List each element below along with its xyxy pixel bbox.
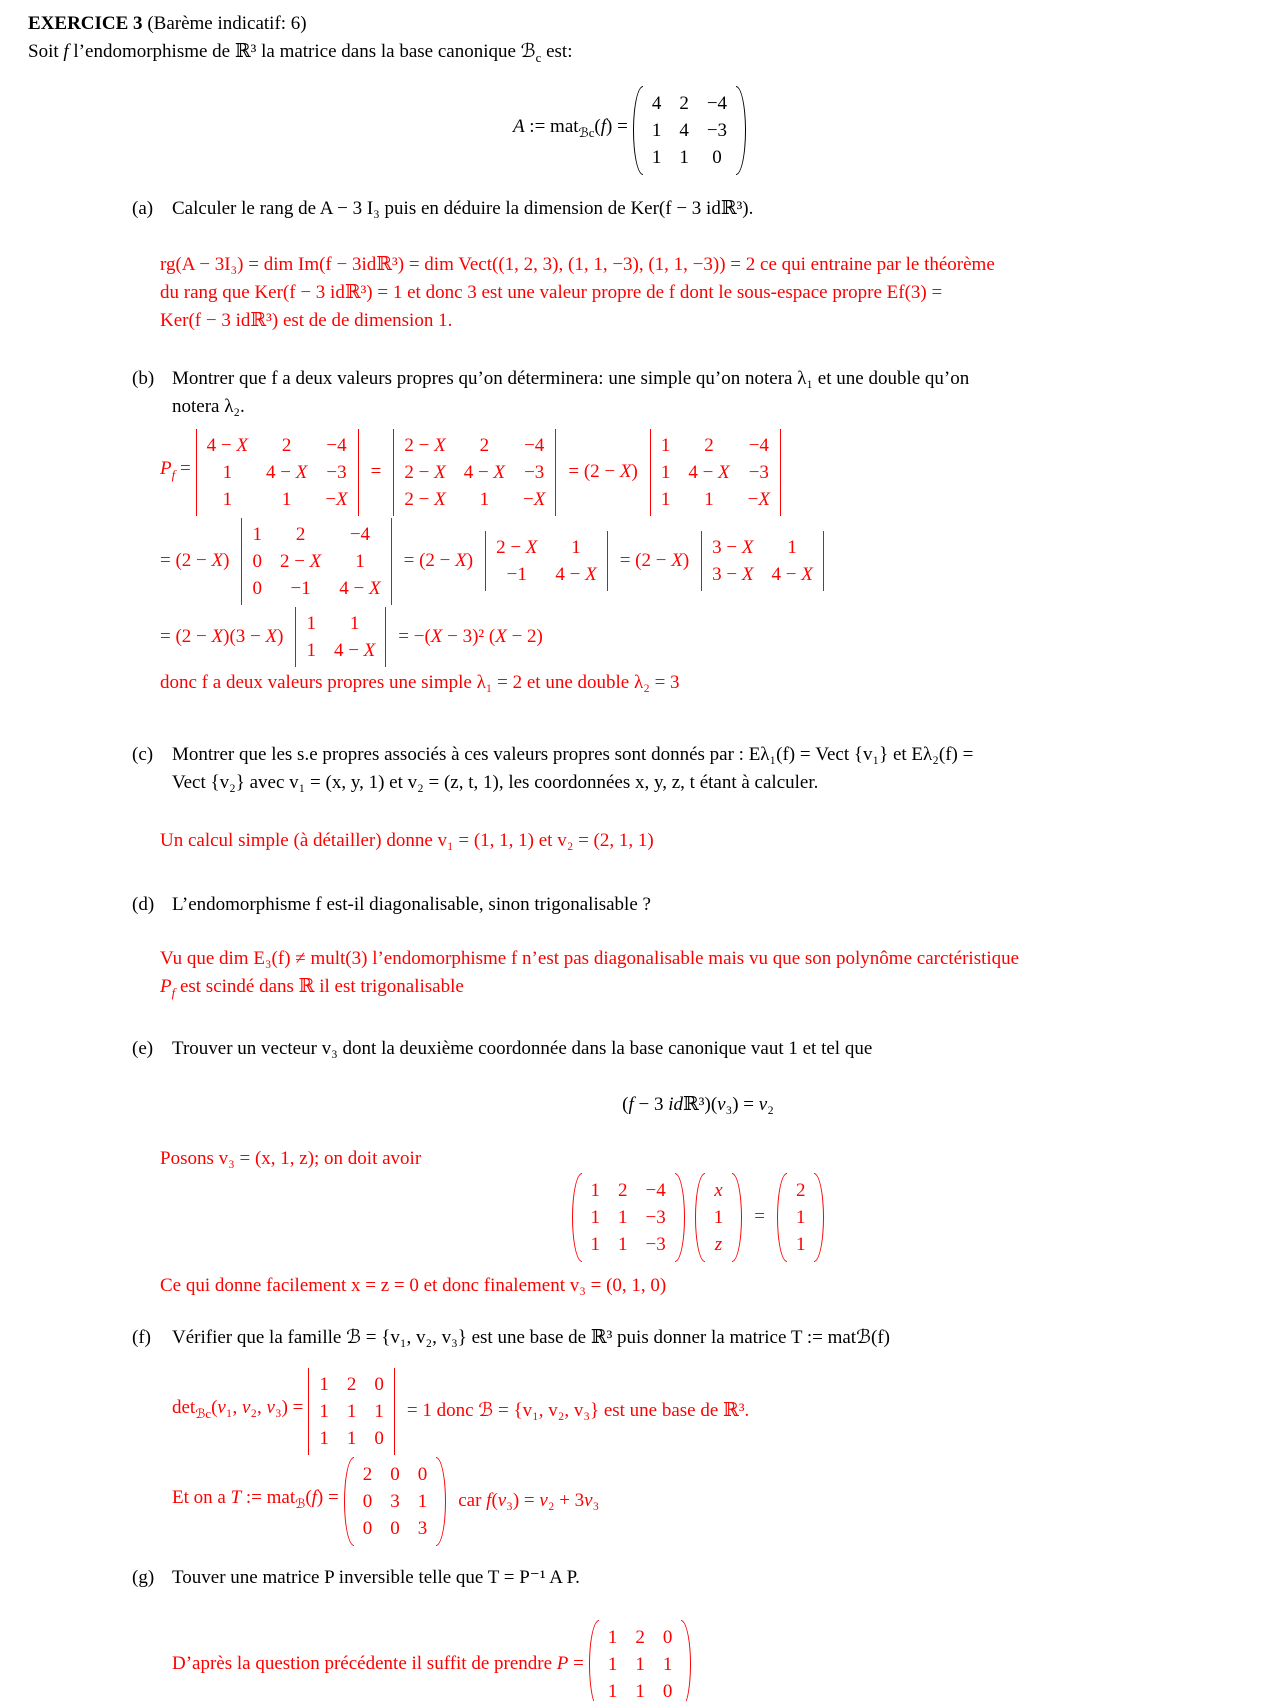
matrix-cell: 2 <box>295 523 306 545</box>
matrix-cell: 1 <box>346 1400 357 1422</box>
matrix-cell: 4 − X <box>333 639 376 661</box>
vector-e-rhs <box>777 1173 825 1262</box>
answer-a-line-1: rg(A − 3I₃) = dim Im(f − 3idℝ³) = dim Vect((1, 2, 3), (1, 1, −3), (1, 1, −3)) = 2 ce qui entraine par le théorème <box>160 253 995 275</box>
T-reason <box>458 1487 599 1515</box>
matrix-cell: 0 <box>374 1373 384 1395</box>
paren-left <box>572 1173 582 1262</box>
item-f <box>132 1324 1264 1352</box>
item-d-question <box>172 891 1264 919</box>
matrix-cell: 4 − X <box>266 461 308 483</box>
item-g-question <box>172 1564 1264 1592</box>
item-e <box>132 1035 1264 1063</box>
factor-op-3: = (2 − X) <box>403 550 474 572</box>
determinant-5 <box>485 531 608 591</box>
matrix-P-grid <box>599 1620 682 1701</box>
paren-right <box>732 1173 742 1262</box>
item-a-question-line: Calculer le rang de A − 3 I₃ puis en déduire la dimension de Ker(f − 3 idℝ³). <box>172 197 754 219</box>
matrix-cell: 4 <box>679 119 689 141</box>
item-c-question-line-1: Montrer que les s.e propres associés à ces valeurs propres sont donnés par : Eλ₁(f) = Vect {v₁} et Eλ₂(f) = <box>172 743 974 765</box>
charpoly-result: = −(X − 3)² (X − 2) <box>398 625 543 647</box>
intro-basis-symbol: ℬ <box>520 41 536 62</box>
matrix-cell: 1 <box>222 461 233 483</box>
matrix-cell: 3 − X <box>712 537 754 559</box>
matrix-cell: 0 <box>390 1517 400 1539</box>
item-d-label: (d) <box>132 893 155 915</box>
matrix-cell: 3 − X <box>712 564 754 586</box>
item-f-question <box>172 1324 1264 1352</box>
matrix-cell: 1 <box>374 1400 384 1422</box>
determinant-6 <box>701 531 824 591</box>
matrix-cell: 0 <box>712 146 722 168</box>
matrix-cell: −4 <box>326 434 347 456</box>
matrix-cell: 3 <box>417 1517 428 1539</box>
answer-c <box>160 827 1264 855</box>
matrix-cell: −4 <box>349 523 371 545</box>
matrix-cell: 2 <box>479 434 490 456</box>
matrix-cell: 1 <box>349 612 360 634</box>
matrix-cell: 1 <box>618 1233 628 1255</box>
intro-basis-sub: c <box>535 49 542 65</box>
exercise-title-line <box>28 10 1264 38</box>
T-reason-math: f(v₃) = v₂ + 3v₃ <box>486 1490 600 1512</box>
matrix-cell: −3 <box>748 461 769 483</box>
charpoly-line-1 <box>160 429 1264 516</box>
paren-right <box>436 1457 446 1546</box>
matrix-cell: 0 <box>417 1463 428 1485</box>
answer-a-line-2: du rang que Ker(f − 3 idℝ³) = 1 et donc 3 est une valeur propre de f dont le sous-espace propre Ef(3) = <box>160 281 943 303</box>
matrix-cell: 2 <box>281 434 292 456</box>
determinant-f <box>308 1368 395 1455</box>
matrix-cell: 1 <box>704 488 714 510</box>
intro-post: est: <box>541 41 573 62</box>
matrix-cell: 3 <box>390 1490 400 1512</box>
item-e-display-equation <box>162 1091 1234 1119</box>
T-var: T <box>230 1487 242 1509</box>
matrix-cell: 1 <box>660 488 671 510</box>
matrix-cell: 0 <box>252 550 262 572</box>
det-op: det <box>172 1397 196 1419</box>
matrix-cell: 2 − X <box>404 488 446 510</box>
matrix-cell: −4 <box>645 1179 666 1201</box>
T-lhs <box>172 1484 339 1518</box>
item-b <box>132 365 1264 421</box>
answer-b-conclusion <box>160 669 1264 697</box>
matrix-cell: 2 <box>362 1463 373 1485</box>
matrix-cell: 0 <box>662 1680 673 1701</box>
matrix-cell: 1 <box>787 537 797 559</box>
paren-right <box>736 86 746 175</box>
determinant-3-grid <box>650 429 781 516</box>
determinant-f-grid <box>308 1368 395 1455</box>
matrix-cell: 0 <box>362 1517 373 1539</box>
matrix-cell: 4 − X <box>339 577 381 599</box>
determinant-2-grid <box>393 429 556 516</box>
factor-op-2: = (2 − X) <box>160 550 230 572</box>
vector-e-x <box>695 1173 743 1262</box>
answer-f-T-line <box>172 1457 1264 1546</box>
matrix-e-M-grid <box>582 1173 675 1262</box>
item-a-label: (a) <box>132 197 154 219</box>
matrix-cell: −3 <box>326 461 347 483</box>
matrix-cell: 4 − X <box>555 564 597 586</box>
matrix-cell: −3 <box>524 461 545 483</box>
answer-e-intro <box>160 1145 1264 1173</box>
answer-d-line-2 <box>160 973 1264 1007</box>
determinant-3 <box>650 429 781 516</box>
paren-right <box>675 1173 685 1262</box>
matrix-cell: 4 <box>651 92 662 114</box>
det-result-text: = 1 donc ℬ = {v₁, v₂, v₃} est une base de ℝ³. <box>406 1400 750 1422</box>
matrix-cell: 2 <box>635 1626 645 1648</box>
matrix-cell: 1 <box>571 537 581 559</box>
matrix-A-basis-sub: ℬc <box>578 125 595 141</box>
matrix-cell: 0 <box>390 1463 400 1485</box>
matrix-cell: 2 − X <box>404 461 446 483</box>
matrix-cell: 2 <box>704 434 714 456</box>
matrix-cell: 4 − X <box>463 461 506 483</box>
matrix-cell: 1 <box>319 1373 329 1395</box>
matrix-cell: 1 <box>618 1206 628 1228</box>
item-a-question <box>172 195 1264 223</box>
exercise-subtitle: (Barème indicatif: 6) <box>142 13 307 34</box>
matrix-cell: 1 <box>635 1680 645 1701</box>
intro-line <box>28 38 1264 72</box>
T-lhs-post: (f) = <box>305 1487 339 1509</box>
determinant-4-grid <box>241 518 391 605</box>
paren-left <box>344 1457 354 1546</box>
answer-e-intro-line: Posons v₃ = (x, 1, z); on doit avoir <box>160 1147 422 1169</box>
T-pre: Et on a <box>172 1487 231 1509</box>
paren-right <box>814 1173 824 1262</box>
det-args: (v₁, v₂, v₃) = <box>211 1397 304 1419</box>
pf-var: P <box>160 458 172 480</box>
matrix-cell: 1 <box>660 434 671 456</box>
matrix-cell: 0 <box>374 1427 384 1449</box>
paren-left <box>777 1173 787 1262</box>
matrix-cell: 1 <box>713 1206 724 1228</box>
matrix-A-var: A <box>512 116 525 138</box>
determinant-2 <box>393 429 556 516</box>
matrix-cell: −X <box>747 488 770 510</box>
matrix-cell: −4 <box>748 434 769 456</box>
paren-right <box>681 1620 691 1701</box>
item-c-question <box>172 741 1264 797</box>
answer-a-line-3: Ker(f − 3 idℝ³) est de de dimension 1. <box>160 309 453 331</box>
matrix-cell: x <box>714 1179 723 1201</box>
matrix-cell: 1 <box>306 639 316 661</box>
matrix-cell: 1 <box>319 1400 329 1422</box>
paren-left <box>589 1620 599 1701</box>
item-c-label: (c) <box>132 743 154 765</box>
matrix-cell: 1 <box>607 1680 618 1701</box>
item-f-label: (f) <box>132 1326 151 1348</box>
matrix-cell: 1 <box>306 612 316 634</box>
T-basis-sub: ℬ <box>295 1495 306 1511</box>
answer-d <box>160 945 1264 1007</box>
matrix-P <box>589 1620 692 1701</box>
matrix-cell: 1 <box>355 550 365 572</box>
determinant-1-grid <box>196 429 359 516</box>
answer-d-pf-var: P <box>160 975 172 997</box>
matrix-cell: −4 <box>524 434 545 456</box>
matrix-A-lhs <box>513 113 628 147</box>
matrix-cell: 2 <box>795 1179 806 1201</box>
pf-equals: = <box>175 458 191 480</box>
T-assign: := mat <box>241 1487 296 1509</box>
det-lhs <box>172 1394 303 1428</box>
answer-e-conclusion-line: Ce qui donne facilement x = z = 0 et donc finalement v₃ = (0, 1, 0) <box>160 1274 667 1296</box>
matrix-A-assign: := mat <box>524 116 579 138</box>
exercise-title: EXERCICE 3 <box>28 13 143 34</box>
matrix-cell: 1 <box>590 1206 601 1228</box>
answer-g-P-equals: P = <box>556 1653 584 1675</box>
item-c <box>132 741 1264 797</box>
item-a <box>132 195 1264 223</box>
matrix-cell: 0 <box>362 1490 373 1512</box>
matrix-cell: 2 <box>618 1179 628 1201</box>
matrix-cell: 2 − X <box>404 434 446 456</box>
item-b-question-line-1: Montrer que f a deux valeurs propres qu’on déterminera: une simple qu’on notera λ₁ et une double qu’on <box>172 367 970 389</box>
item-b-question <box>172 365 1264 421</box>
matrix-cell: 1 <box>662 1653 673 1675</box>
matrix-cell: −1 <box>506 564 527 586</box>
item-b-label: (b) <box>132 367 155 389</box>
matrix-cell: 1 <box>607 1626 618 1648</box>
answer-c-line: Un calcul simple (à détailler) donne v₁ = (1, 1, 1) et v₂ = (2, 1, 1) <box>160 829 654 851</box>
matrix-cell: 1 <box>651 146 662 168</box>
matrix-A-display <box>0 86 1264 175</box>
matrix-cell: 0 <box>662 1626 673 1648</box>
T-reason-word: car <box>458 1490 487 1512</box>
matrix-cell: 1 <box>590 1179 601 1201</box>
matrix-cell: 1 <box>795 1233 806 1255</box>
answer-d-line-1: Vu que dim E₃(f) ≠ mult(3) l’endomorphisme f n’est pas diagonalisable mais vu que son polynôme carctéristique <box>160 947 1020 969</box>
matrix-cell: z <box>714 1233 723 1255</box>
equals-op-1: = <box>370 461 382 483</box>
matrix-cell: 1 <box>346 1427 357 1449</box>
pf-sub: f <box>171 467 176 483</box>
charpoly-line-3 <box>160 607 1264 667</box>
factor-op-5: = (2 − X)(3 − X) <box>160 625 284 647</box>
equals-op-e: = <box>754 1206 765 1228</box>
item-f-question-line: Vérifier que la famille ℬ = {v₁, v₂, v₃} est une base de ℝ³ puis donner la matrice T := matℬ(f) <box>172 1326 890 1348</box>
item-g-label: (g) <box>132 1566 155 1588</box>
vector-e-rhs-grid <box>787 1173 815 1262</box>
matrix-cell: −3 <box>645 1233 666 1255</box>
answer-d-pf-sub: f <box>171 984 176 1000</box>
matrix-cell: 0 <box>252 577 262 599</box>
matrix-cell: −1 <box>290 577 311 599</box>
matrix-cell: 1 <box>479 488 490 510</box>
matrix-cell: −X <box>523 488 546 510</box>
matrix-T <box>344 1457 447 1546</box>
item-e-label: (e) <box>132 1037 154 1059</box>
charpoly-line-2 <box>160 518 1264 605</box>
item-c-question-line-2: Vect {v₂} avec v₁ = (x, y, 1) et v₂ = (z, t, 1), les coordonnées x, y, z, t étant à calculer. <box>172 771 819 793</box>
answer-g-line <box>172 1620 1264 1701</box>
matrix-cell: 2 <box>346 1373 357 1395</box>
item-d <box>132 891 1264 919</box>
intro-mid: l’endomorphisme de ℝ³ la matrice dans la base canonique <box>68 41 521 62</box>
intro-var-f: f <box>63 41 69 62</box>
matrix-cell: 1 <box>660 461 671 483</box>
intro-pre: Soit <box>28 41 64 62</box>
item-g <box>132 1564 1264 1592</box>
matrix-cell: 1 <box>795 1206 806 1228</box>
matrix-A <box>633 86 746 175</box>
matrix-cell: 2 − X <box>279 550 322 572</box>
item-b-question-line-2: notera λ₂. <box>172 395 245 417</box>
matrix-cell: −X <box>325 488 348 510</box>
answer-e-matrix-equation <box>162 1173 1234 1262</box>
matrix-cell: 1 <box>319 1427 329 1449</box>
matrix-A-grid <box>643 86 736 175</box>
matrix-cell: 1 <box>417 1490 428 1512</box>
determinant-1 <box>196 429 359 516</box>
item-g-question-line: Touver une matrice P inversible telle que T = P⁻¹ A P. <box>172 1566 580 1588</box>
matrix-cell: 4 − X <box>206 434 248 456</box>
answer-f-det-line <box>172 1368 1264 1455</box>
matrix-cell: 2 − X <box>496 537 538 559</box>
answer-b-conclusion-line: donc f a deux valeurs propres une simple λ₁ = 2 et une double λ₂ = 3 <box>160 671 680 693</box>
matrix-cell: −4 <box>706 92 728 114</box>
matrix-cell: 1 <box>635 1653 645 1675</box>
matrix-cell: 1 <box>252 523 262 545</box>
matrix-A-lhs-post: (f) = <box>594 116 628 138</box>
matrix-cell: 4 − X <box>688 461 730 483</box>
determinant-5-grid <box>485 531 608 591</box>
matrix-cell: −3 <box>706 119 728 141</box>
factor-op-4: = (2 − X) <box>619 550 690 572</box>
item-e-question <box>172 1035 1264 1063</box>
paren-left <box>695 1173 705 1262</box>
matrix-cell: 1 <box>281 488 292 510</box>
matrix-e-M <box>572 1173 685 1262</box>
matrix-T-grid <box>354 1457 437 1546</box>
determinant-4 <box>241 518 391 605</box>
matrix-cell: 1 <box>590 1233 601 1255</box>
matrix-cell: −3 <box>645 1206 666 1228</box>
factor-op-1: = (2 − X) <box>568 461 638 483</box>
answer-d-rest: est scindé dans ℝ il est trigonalisable <box>175 975 464 997</box>
matrix-cell: 2 <box>679 92 689 114</box>
matrix-cell: 1 <box>607 1653 618 1675</box>
paren-left <box>633 86 643 175</box>
item-d-question-line: L’endomorphisme f est-il diagonalisable, sinon trigonalisable ? <box>172 893 651 915</box>
determinant-7 <box>295 607 386 667</box>
pf-symbol <box>160 455 191 489</box>
matrix-cell: 1 <box>651 119 662 141</box>
matrix-cell: 4 − X <box>771 564 813 586</box>
vector-e-x-grid <box>705 1173 733 1262</box>
determinant-7-grid <box>295 607 386 667</box>
matrix-cell: 1 <box>679 146 689 168</box>
answer-a <box>160 251 1264 335</box>
det-basis-sub: ℬc <box>195 1405 212 1421</box>
answer-e-conclusion <box>160 1272 1264 1300</box>
determinant-6-grid <box>701 531 824 591</box>
item-e-equation: (f − 3 idℝ³)(v₃) = v₂ <box>622 1093 774 1115</box>
matrix-cell: 1 <box>222 488 233 510</box>
answer-g-text: D’après la question précédente il suffit de prendre <box>172 1653 557 1675</box>
item-e-question-line: Trouver un vecteur v₃ dont la deuxième coordonnée dans la base canonique vaut 1 et tel que <box>172 1037 873 1059</box>
